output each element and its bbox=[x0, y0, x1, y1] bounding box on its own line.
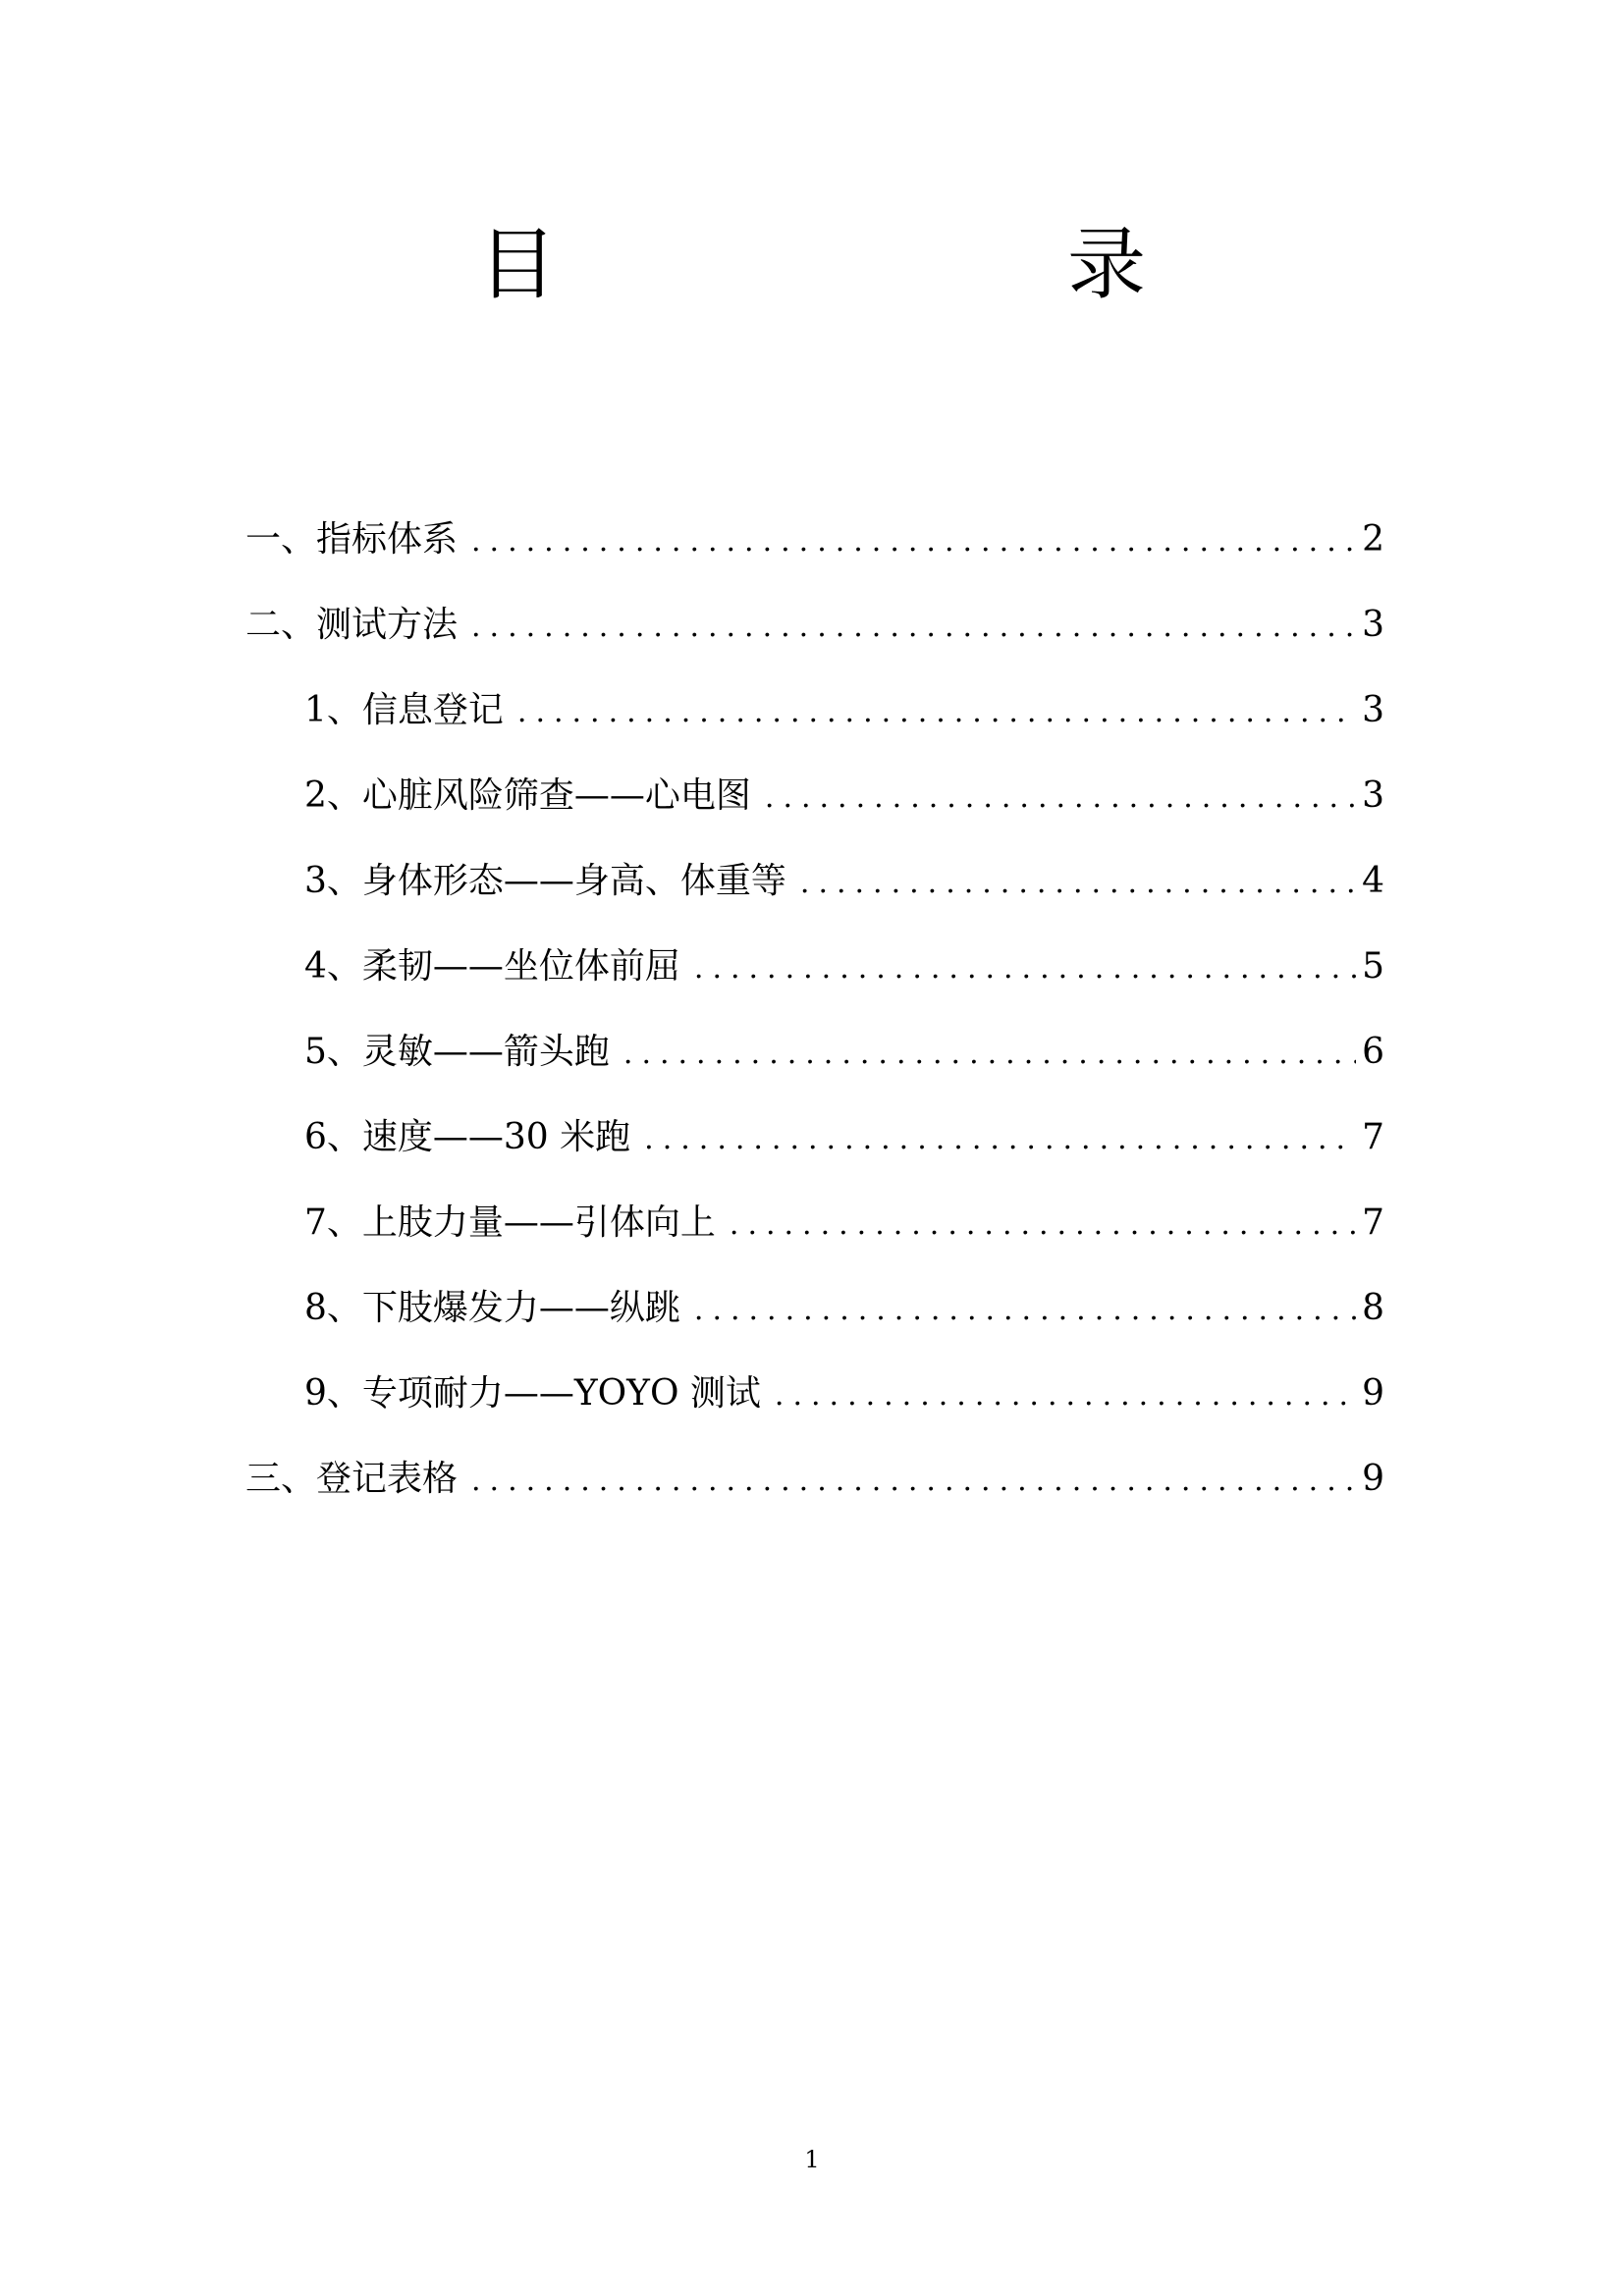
toc-entry-label: 二、测试方法 bbox=[245, 605, 459, 645]
page-title: 目 录 bbox=[478, 219, 1264, 310]
toc-entry[interactable] bbox=[245, 1103, 1384, 1189]
toc-dot-leader bbox=[800, 849, 1356, 918]
toc-entry-label: 6、速度——30 米跑 bbox=[304, 1117, 631, 1157]
toc-entry[interactable] bbox=[245, 1018, 1384, 1103]
toc-entry-label: 2、心脏风险筛查——心电图 bbox=[304, 775, 751, 816]
table-of-contents bbox=[245, 506, 1384, 1530]
toc-entry-label: 7、上肢力量——引体向上 bbox=[304, 1202, 716, 1243]
toc-entry-label: 三、登记表格 bbox=[245, 1459, 459, 1499]
toc-dot-leader bbox=[471, 1447, 1356, 1516]
toc-entry-page: 7 bbox=[1362, 1202, 1384, 1243]
toc-entry-label: 9、专项耐力——YOYO 测试 bbox=[304, 1373, 761, 1414]
toc-entry-label: 8、下肢爆发力——纵跳 bbox=[304, 1288, 680, 1328]
toc-dot-leader bbox=[775, 1362, 1356, 1430]
toc-entry-page: 3 bbox=[1362, 690, 1384, 730]
toc-entry-page: 9 bbox=[1362, 1459, 1384, 1499]
toc-entry-label: 5、灵敏——箭头跑 bbox=[304, 1032, 610, 1072]
toc-entry-page: 9 bbox=[1362, 1373, 1384, 1414]
toc-dot-leader bbox=[730, 1191, 1356, 1259]
toc-dot-leader bbox=[694, 934, 1356, 1003]
toc-dot-leader bbox=[517, 678, 1356, 747]
toc-dot-leader bbox=[765, 764, 1356, 832]
toc-entry-page: 5 bbox=[1362, 946, 1384, 987]
toc-entry-page: 7 bbox=[1362, 1117, 1384, 1157]
toc-dot-leader bbox=[471, 593, 1356, 662]
toc-dot-leader bbox=[623, 1020, 1356, 1089]
toc-entry-page: 3 bbox=[1362, 605, 1384, 645]
toc-entry-label: 一、指标体系 bbox=[245, 519, 459, 560]
toc-entry[interactable] bbox=[245, 1189, 1384, 1274]
toc-entry[interactable] bbox=[245, 506, 1384, 591]
toc-entry-page: 3 bbox=[1362, 775, 1384, 816]
toc-dot-leader bbox=[644, 1105, 1356, 1174]
toc-entry-page: 8 bbox=[1362, 1288, 1384, 1328]
page-number: 1 bbox=[804, 2146, 820, 2173]
toc-entry-label: 4、柔韧——坐位体前屈 bbox=[304, 946, 680, 987]
toc-entry[interactable] bbox=[245, 1360, 1384, 1445]
toc-entry[interactable] bbox=[245, 762, 1384, 847]
toc-entry[interactable] bbox=[245, 933, 1384, 1018]
toc-entry[interactable] bbox=[245, 676, 1384, 762]
toc-entry[interactable] bbox=[245, 591, 1384, 676]
toc-entry-label: 1、信息登记 bbox=[304, 690, 504, 730]
toc-entry[interactable] bbox=[245, 847, 1384, 933]
toc-entry-page: 6 bbox=[1362, 1032, 1384, 1072]
toc-dot-leader bbox=[694, 1276, 1356, 1345]
toc-entry[interactable] bbox=[245, 1274, 1384, 1360]
toc-entry-page: 2 bbox=[1362, 519, 1384, 560]
toc-entry-page: 4 bbox=[1362, 861, 1384, 901]
toc-entry-label: 3、身体形态——身高、体重等 bbox=[304, 861, 786, 901]
toc-dot-leader bbox=[471, 507, 1356, 576]
toc-entry[interactable] bbox=[245, 1445, 1384, 1530]
